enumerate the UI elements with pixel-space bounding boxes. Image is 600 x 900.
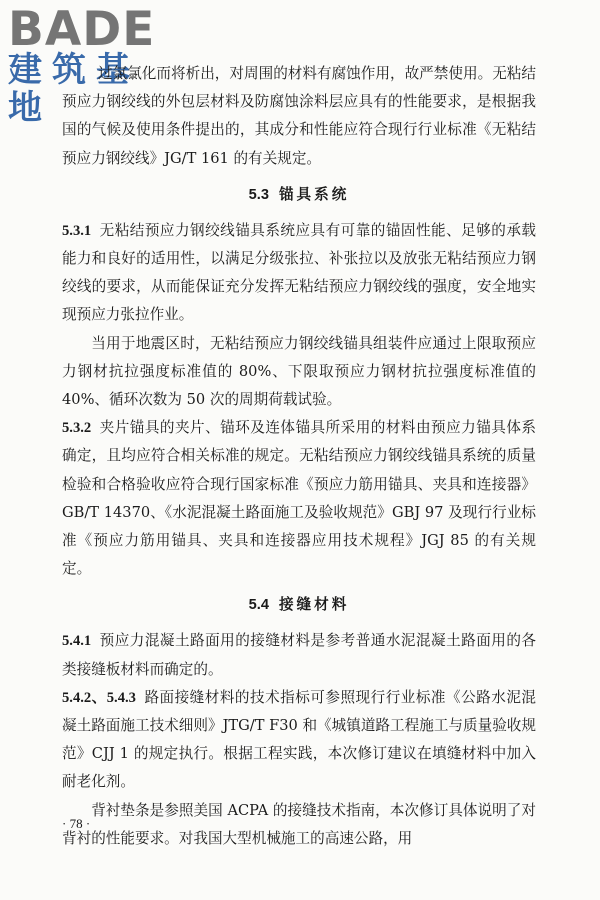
clause-text: 路面接缝材料的技术指标可参照现行行业标准《公路水泥混凝土路面施工技术细则》JTG/T F30 和《城镇道路工程施工与质量验收规范》CJJ 1 的规定执行。根据工程实践，本次修订建议在填缝材料中加入耐老化剂。	[62, 688, 536, 791]
clause-5-4-1	[62, 627, 536, 683]
section-number: 5.3	[248, 186, 269, 203]
clause-number: 5.4.2、5.4.3	[62, 689, 136, 706]
page-number: · 78 ·	[62, 816, 91, 831]
section-title: 锚具系统	[278, 185, 350, 203]
clause-number: 5.3.1	[62, 222, 92, 239]
clause-5-3-1	[62, 217, 536, 330]
watermark-logo-cjk: 建筑基地	[8, 50, 140, 128]
section-heading-5-3	[62, 182, 536, 208]
clause-number: 5.3.2	[62, 420, 92, 437]
paragraph-continuation-line1: 过氯氯化而将析出，对周围的材料有腐蚀作用，故严禁使用。	[98, 65, 493, 82]
clause-number: 5.4.1	[62, 633, 92, 650]
clause-text: 预应力混凝土路面用的接缝材料是参考普通水泥混凝土路面用的各类接缝板材料而确定的。	[62, 632, 536, 678]
clause-text: 无粘结预应力钢绞线锚具系统应具有可靠的锚固性能、足够的承载能力和良好的适用性，以满足分级张拉、补张拉以及放张无粘结预应力钢绞线的要求，从而能保证充分发挥无粘结预应力钢绞线的强度，安全地实现预应力张拉作业。	[62, 221, 536, 324]
watermark-logo-latin: BADE	[8, 2, 156, 57]
section-heading-5-4	[62, 592, 536, 618]
paragraph-seismic: 当用于地震区时，无粘结预应力钢绞线锚具组装件应通过上限取预应力钢材抗拉强度标准值的 80%、下限取预应力钢材抗拉强度标准值的 40%、循环次数为 50 次的周期荷载试验。	[62, 334, 536, 409]
paragraph-backer-rod: 背衬垫条是参照美国 ACPA 的接缝技术指南，本次修订具体说明了对背衬的性能要求。对我国大型机械施工的高速公路，用	[62, 801, 536, 847]
clause-text: 夹片锚具的夹片、锚环及连体锚具所采用的材料由预应力锚具体系确定，且均应符合相关标准的规定。无粘结预应力钢绞线锚具系统的质量检验和合格验收应符合现行国家标准《预应力筋用锚具、夹具和连接器》GB/T 14370、《水泥混凝土路面施工及验收规范》GBJ 97 及现行行业标准《预应力筋用锚具、夹具和连接器应用技术规程》JGJ 85 的有关规定。	[62, 419, 536, 578]
section-number: 5.4	[248, 597, 269, 614]
paragraph-continuation	[62, 60, 536, 173]
paragraph-continuation-rest: 无粘结预应力钢绞线的外包层材料及防腐蚀涂料层应具有的性能要求，是根据我国的气候及使用条件提出的，其成分和性能应符合现行行业标准《无粘结预应力钢绞线》JG/T 161 的有关规定。	[62, 65, 536, 167]
clause-5-3-2	[62, 414, 536, 583]
page-body	[62, 60, 536, 853]
clause-5-4-2-5-4-3	[62, 684, 536, 797]
section-title: 接缝材料	[278, 596, 350, 614]
